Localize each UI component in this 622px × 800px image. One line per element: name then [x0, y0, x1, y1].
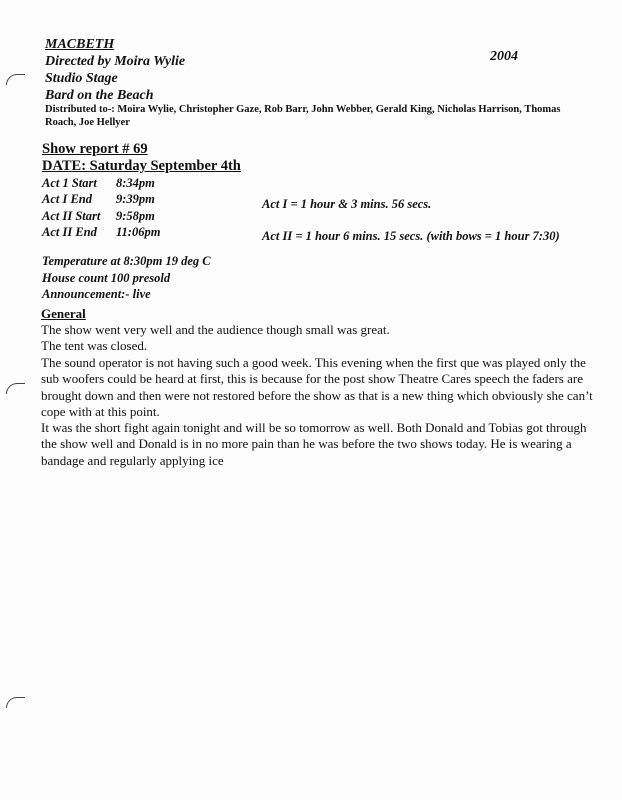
time-label: Act 1 Start: [42, 176, 97, 190]
body-line: sub woofers could be heard at first, this is because for the post show Theatre Cares speech the faders are: [41, 371, 583, 386]
year: 2004: [490, 49, 518, 64]
distribution-line: Roach, Joe Hellyer: [45, 117, 130, 128]
body-line: The sound operator is not having such a good week. This evening when the first que was played only the: [41, 355, 586, 370]
announcement: Announcement:- live: [42, 287, 151, 301]
punch-hole-mark: [6, 74, 25, 85]
body-line: brought down and then were not restored before the show as that is a new thing which obviously she can’t: [41, 388, 593, 403]
report-date: DATE: Saturday September 4th: [42, 158, 241, 174]
time-value: 9:58pm: [116, 209, 155, 223]
time-label: Act II Start: [42, 209, 101, 223]
time-label: Act II End: [42, 225, 97, 239]
play-title: MACBETH: [45, 37, 115, 52]
company: Bard on the Beach: [45, 88, 154, 103]
time-label: Act I End: [42, 192, 93, 206]
act2-duration: Act II = 1 hour 6 mins. 15 secs. (with bows = 1 hour 7:30): [262, 229, 560, 243]
body-line: The tent was closed.: [41, 338, 148, 353]
time-value: 11:06pm: [116, 225, 161, 239]
report-number: Show report # 69: [42, 141, 148, 157]
punch-hole-mark: [6, 383, 25, 394]
body-line: cope with at this point.: [41, 404, 160, 419]
time-value: 8:34pm: [116, 176, 155, 190]
venue: Studio Stage: [45, 71, 118, 86]
house-count: House count 100 presold: [42, 271, 171, 285]
punch-hole-mark: [6, 697, 25, 708]
body-line: the show well and Donald is in no more pain than he was before the two shows today. He is wearing a: [41, 436, 572, 451]
body-line: bandage and regularly applying ice: [41, 453, 224, 468]
act1-duration: Act I = 1 hour & 3 mins. 56 secs.: [262, 197, 432, 211]
body-line: It was the short fight again tonight and will be so tomorrow as well. Both Donald and Tobias got through: [41, 420, 587, 435]
time-value: 9:39pm: [116, 192, 155, 206]
temperature: Temperature at 8:30pm 19 deg C: [42, 254, 211, 268]
distribution-line: Distributed to-: Moira Wylie, Christopher Gaze, Rob Barr, John Webber, Gerald King, Nicholas Harrison, Thomas: [45, 104, 561, 115]
director: Directed by Moira Wylie: [45, 54, 186, 69]
body-line: The show went very well and the audience though small was great.: [41, 322, 390, 337]
general-heading: General: [41, 306, 86, 321]
